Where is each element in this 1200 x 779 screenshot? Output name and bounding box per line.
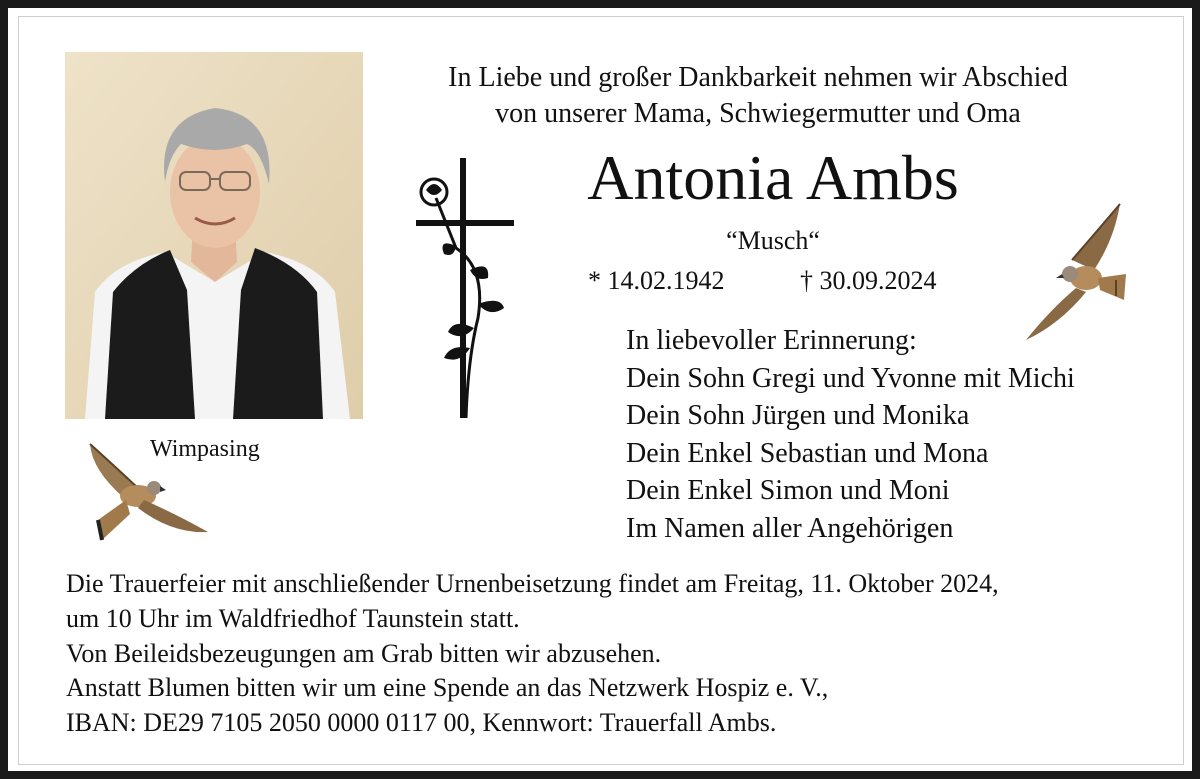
list-item: Im Namen aller Angehörigen	[626, 512, 954, 544]
ceremony-line: Anstatt Blumen bitten wir um eine Spende an das Netzwerk Hospiz e. V.,	[66, 673, 829, 703]
list-item: Dein Sohn Gregi und Yvonne mit Michi	[626, 362, 1075, 394]
cross-with-rose-icon	[408, 158, 518, 426]
ceremony-line: IBAN: DE29 7105 2050 0000 0117 00, Kennwort: Trauerfall Ambs.	[66, 708, 777, 738]
nickname: “Musch“	[726, 226, 820, 255]
ceremony-info	[66, 567, 999, 741]
obituary-notice	[8, 8, 1192, 771]
birth-date: * 14.02.1942	[588, 266, 725, 295]
kestrel-icon	[1020, 200, 1132, 342]
list-item: In liebevoller Erinnerung:	[626, 325, 917, 356]
kestrel-icon	[80, 440, 214, 542]
ceremony-line: Von Beileidsbezeugungen am Grab bitten wir abzusehen.	[66, 638, 662, 668]
place-name: Wimpasing	[150, 436, 260, 462]
deceased-name: Antonia Ambs	[587, 142, 959, 213]
intro-line-2: von unserer Mama, Schwiegermutter und Oma	[495, 98, 1021, 129]
intro-line-1: In Liebe und großer Dankbarkeit nehmen wir Abschied	[448, 62, 1068, 93]
portrait-photo	[65, 52, 363, 419]
list-item: Dein Enkel Simon und Moni	[626, 475, 950, 506]
list-item: Dein Sohn Jürgen und Monika	[626, 400, 970, 431]
memory-list	[626, 322, 1075, 547]
death-date: † 30.09.2024	[800, 266, 937, 295]
list-item: Dein Enkel Sebastian und Mona	[626, 437, 989, 469]
ceremony-line: um 10 Uhr im Waldfriedhof Taunstein statt.	[66, 603, 520, 633]
ceremony-line: Die Trauerfeier mit anschließender Urnenbeisetzung findet am Freitag, 11. Oktober 2024,	[66, 569, 999, 598]
intro-text	[378, 60, 1138, 132]
